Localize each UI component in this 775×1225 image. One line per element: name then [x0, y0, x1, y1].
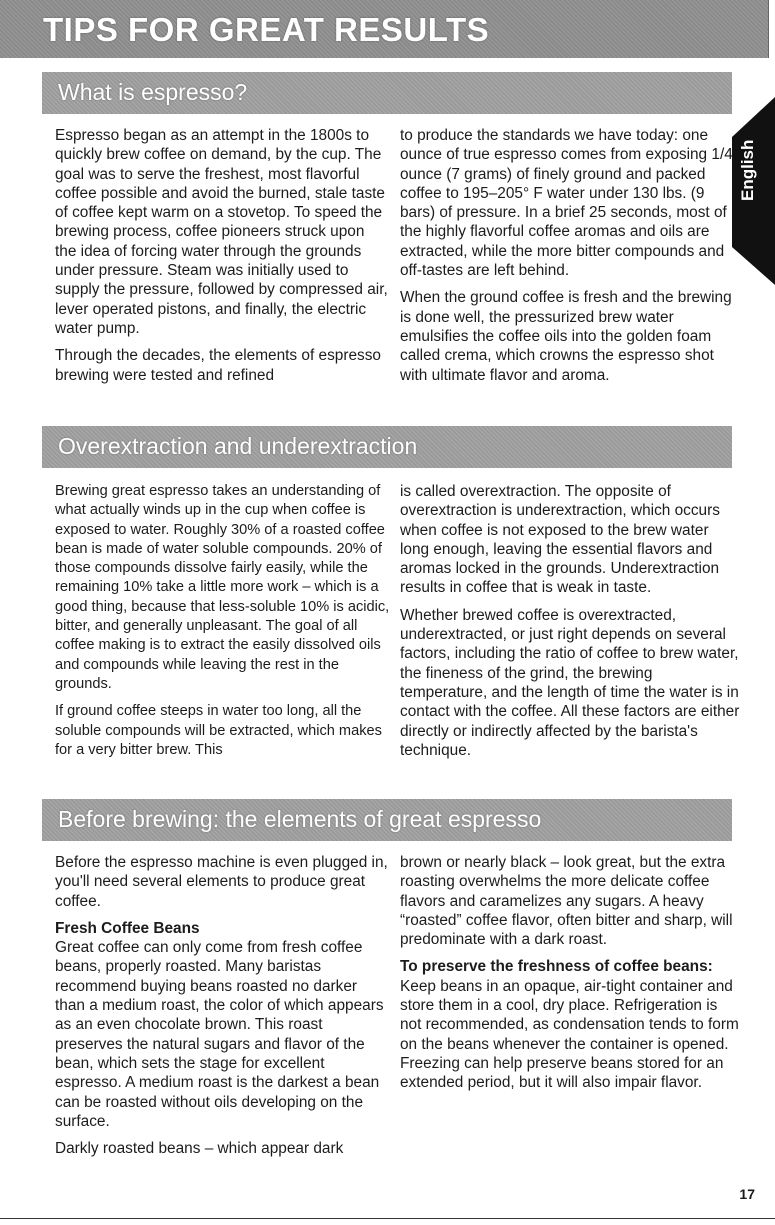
paragraph: If ground coffee steeps in water too long, all the soluble compounds will be extracted, which makes for a very bitter brew. This: [55, 703, 382, 758]
section-title: Before brewing: the elements of great espresso: [58, 806, 542, 832]
paragraph: Whether brewed coffee is overextracted, underextracted, or just right depends on several factors, including the ratio of coffee to brew water, the fineness of the grind, the brewing temperature, and the length of time the water is in contact with the coffee. All these factors are either directly or indirectly affected by the barista's technique.: [400, 606, 740, 759]
section-overextraction-right-column: [400, 482, 740, 768]
section-title: Overextraction and underextraction: [58, 433, 418, 459]
paragraph: Before the espresso machine is even plugged in, you'll need several elements to produce great coffee.: [55, 854, 388, 910]
section-before-brewing-right-column: [400, 853, 740, 1101]
page-number: 17: [739, 1186, 755, 1202]
banner-edge: [768, 0, 775, 58]
page-title: TIPS FOR GREAT RESULTS: [43, 11, 490, 48]
paragraph: brown or nearly black – look great, but the extra roasting overwhelms the more delicate coffee flavors and caramelizes any sugars. A heavy “roasted” coffee flavor, often bitter and sharp, will predominate with a dark roast.: [400, 854, 733, 949]
section-title: What is espresso?: [58, 79, 248, 105]
paragraph: Darkly roasted beans – which appear dark: [55, 1140, 344, 1158]
subheading-fresh-coffee-beans: Fresh Coffee Beans: [55, 919, 200, 937]
paragraph: Brewing great espresso takes an understanding of what actually winds up in the cup when coffee is exposed to water. Roughly 30% of a roasted coffee bean is made of water soluble compounds. 20% of those compounds dissolve fairly easily, while the remaining 10% take a little more work – which is a good thing, because that less-soluble 10% is acidic, bitter, and generally unpleasant. The goal of all coffee making is to extract the easily dissolved oils and compounds while leaving the rest in the grounds.: [55, 483, 390, 692]
section-overextraction-left-column: [55, 482, 390, 768]
section-what-is-espresso-left-column: [55, 126, 390, 393]
paragraph: to produce the standards we have today: one ounce of true espresso comes from exposing 1/4 ounce (7 grams) of finely ground and packed coffee to 195–205° F water under 130 lbs. (9 bars) of pressure. In a brief 25 seconds, most of the highly flavorful coffee aromas and oils are extracted, while the more bitter compounds and off-tastes are left behind.: [400, 127, 733, 280]
section-header-what-is-espresso: [42, 72, 732, 114]
section-what-is-espresso-right-column: [400, 126, 740, 393]
page-title-banner: [0, 0, 775, 58]
bottom-rule: [0, 1218, 775, 1219]
subheading-preserve-freshness: To preserve the freshness of coffee beans:: [400, 958, 713, 976]
paragraph: When the ground coffee is fresh and the brewing is done well, the pressurized brew water emulsifies the coffee oils into the golden foam called crema, which crowns the espresso shot with ultimate flavor and aroma.: [400, 289, 732, 384]
language-tab-label: English: [738, 139, 757, 201]
paragraph: Through the decades, the elements of espresso brewing were tested and refined: [55, 347, 381, 384]
section-header-before-brewing: [42, 799, 732, 841]
paragraph: Keep beans in an opaque, air-tight container and store them in a cool, dry place. Refrigeration is not recommended, as condensation tends to form on the beans whenever the container is opened. Freezing can help preserve beans stored for an extended period, but it will also impair flavor.: [400, 977, 739, 1092]
paragraph: is called overextraction. The opposite of overextraction is underextraction, which occurs when coffee is not exposed to the brew water long enough, leaving the essential flavors and aromas locked in the grounds. Underextraction results in coffee that is weak in taste.: [400, 483, 720, 597]
section-header-overextraction: [42, 426, 732, 468]
paragraph: Great coffee can only come from fresh coffee beans, properly roasted. Many baristas recommend buying beans roasted no darker than a medium roast, the color of which appears as an even chocolate brown. This roast preserves the natural sugars and flavor of the bean, which sets the stage for excellent espresso. A medium roast is the darkest a bean can be roasted without oils developing on the surface.: [55, 939, 384, 1130]
paragraph: Espresso began as an attempt in the 1800s to quickly brew coffee on demand, by the cup. The goal was to serve the freshest, most flavorful coffee possible and avoid the burned, stale taste of coffee kept warm on a stovetop. To speed the brewing process, coffee pioneers struck upon the idea of forcing water through the grounds under pressure. Steam was initially used to supply the pressure, followed by compressed air, lever operated pistons, and finally, the electric water pump.: [55, 127, 388, 337]
section-before-brewing-left-column: [55, 853, 390, 1166]
